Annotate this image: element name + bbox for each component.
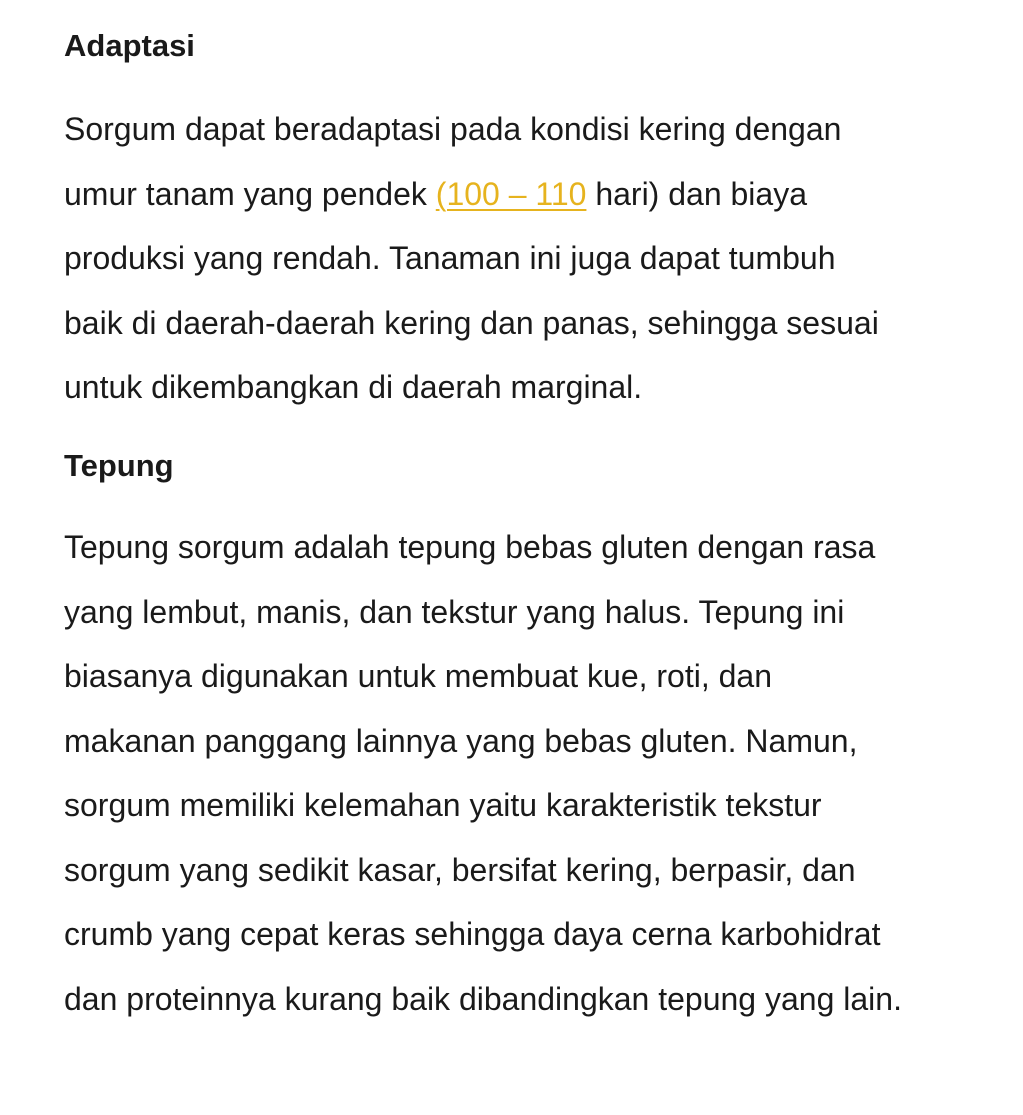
paragraph-adaptasi: [64, 97, 879, 420]
paragraph-line: dan proteinnya kurang baik dibandingkan tepung yang lain.: [64, 980, 902, 1017]
section-heading-tepung: Tepung: [64, 448, 174, 483]
paragraph-line: yang lembut, manis, dan tekstur yang halus. Tepung ini: [64, 593, 845, 630]
paragraph-line: biasanya digunakan untuk membuat kue, roti, dan: [64, 658, 773, 694]
paragraph-line: sorgum yang sedikit kasar, bersifat kering, berpasir, dan: [64, 851, 856, 888]
paragraph-line: produksi yang rendah. Tanaman ini juga dapat tumbuh: [64, 240, 836, 276]
line-text: umur tanam yang pendek: [64, 175, 436, 212]
reference-link[interactable]: (100 – 110: [435, 175, 587, 212]
paragraph-line: crumb yang cepat keras sehingga daya cerna karbohidrat: [64, 916, 881, 952]
paragraph-line: makanan panggang lainnya yang bebas gluten. Namun,: [64, 722, 858, 759]
line-text: hari) dan biaya: [586, 175, 807, 212]
paragraph-line: Tepung sorgum adalah tepung bebas gluten dengan rasa: [64, 529, 876, 565]
paragraph-line: untuk dikembangkan di daerah marginal.: [64, 369, 643, 405]
paragraph-tepung: [64, 515, 902, 1031]
section-heading-adaptasi: Adaptasi: [64, 28, 195, 63]
paragraph-line: Sorgum dapat beradaptasi pada kondisi kering dengan: [64, 111, 842, 147]
paragraph-line: sorgum memiliki kelemahan yaitu karakteristik tekstur: [64, 787, 822, 823]
paragraph-line: [64, 162, 879, 227]
paragraph-line: baik di daerah-daerah kering dan panas, sehingga sesuai: [64, 304, 879, 341]
